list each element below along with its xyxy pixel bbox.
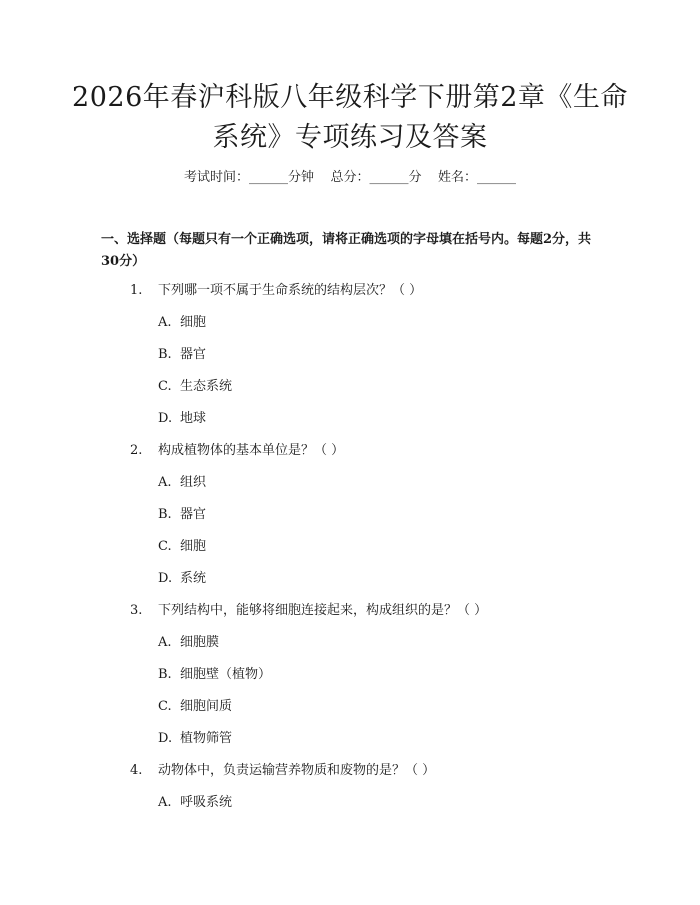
question-number: 2. [130, 443, 143, 458]
option-3a [158, 633, 219, 653]
option-3b [158, 665, 271, 685]
option-3d [158, 729, 232, 749]
option-text: 系统 [180, 571, 207, 586]
option-letter: C. [158, 379, 172, 394]
option-letter: C. [158, 539, 172, 554]
option-letter: D. [158, 731, 173, 746]
option-1c [158, 377, 232, 397]
question-text: 下列哪一项不属于生命系统的结构层次？（ ） [158, 283, 423, 298]
exam-info-line: 考试时间：______分钟 总分：______分 姓名：______ [183, 170, 517, 185]
option-text: 器官 [180, 347, 207, 362]
question-text: 动物体中，负责运输营养物质和废物的是？（ ） [158, 763, 436, 778]
option-letter: D. [158, 571, 173, 586]
option-text: 地球 [180, 411, 207, 426]
option-letter: B. [158, 347, 172, 362]
question-number: 1. [130, 283, 143, 298]
option-text: 生态系统 [180, 379, 233, 394]
question-number: 4. [130, 763, 143, 778]
option-text: 组织 [180, 475, 207, 490]
option-text: 呼吸系统 [180, 795, 233, 810]
question-4 [130, 761, 435, 781]
question-text: 下列结构中，能够将细胞连接起来，构成组织的是？（ ） [158, 603, 488, 618]
option-1b [158, 345, 206, 365]
option-1a [158, 313, 206, 333]
option-letter: A. [158, 475, 172, 490]
option-2d [158, 569, 206, 589]
question-1 [130, 281, 422, 301]
option-text: 细胞 [180, 539, 207, 554]
question-number: 3. [130, 603, 143, 618]
question-3 [130, 601, 487, 621]
option-2a [158, 473, 206, 493]
option-text: 植物筛管 [180, 731, 233, 746]
option-2b [158, 505, 206, 525]
option-letter: C. [158, 699, 172, 714]
section-heading: 一、选择题（每题只有一个正确选项，请将正确选项的字母填在括号内。每题2分，共30分） [101, 232, 592, 269]
option-letter: A. [158, 315, 172, 330]
question-text: 构成植物体的基本单位是？（ ） [158, 443, 345, 458]
option-1d [158, 409, 206, 429]
option-text: 细胞壁（植物） [180, 667, 272, 682]
option-letter: B. [158, 507, 172, 522]
question-2 [130, 441, 344, 461]
page-title: 2026年春沪科版八年级科学下册第2章《生命系统》专项练习及答案 [72, 82, 628, 153]
option-2c [158, 537, 206, 557]
option-text: 细胞膜 [180, 635, 220, 650]
option-letter: B. [158, 667, 172, 682]
option-4a [158, 793, 232, 813]
option-3c [158, 697, 232, 717]
option-letter: A. [158, 795, 172, 810]
option-text: 细胞 [180, 315, 207, 330]
option-text: 器官 [180, 507, 207, 522]
option-letter: A. [158, 635, 172, 650]
option-letter: D. [158, 411, 173, 426]
option-text: 细胞间质 [180, 699, 233, 714]
